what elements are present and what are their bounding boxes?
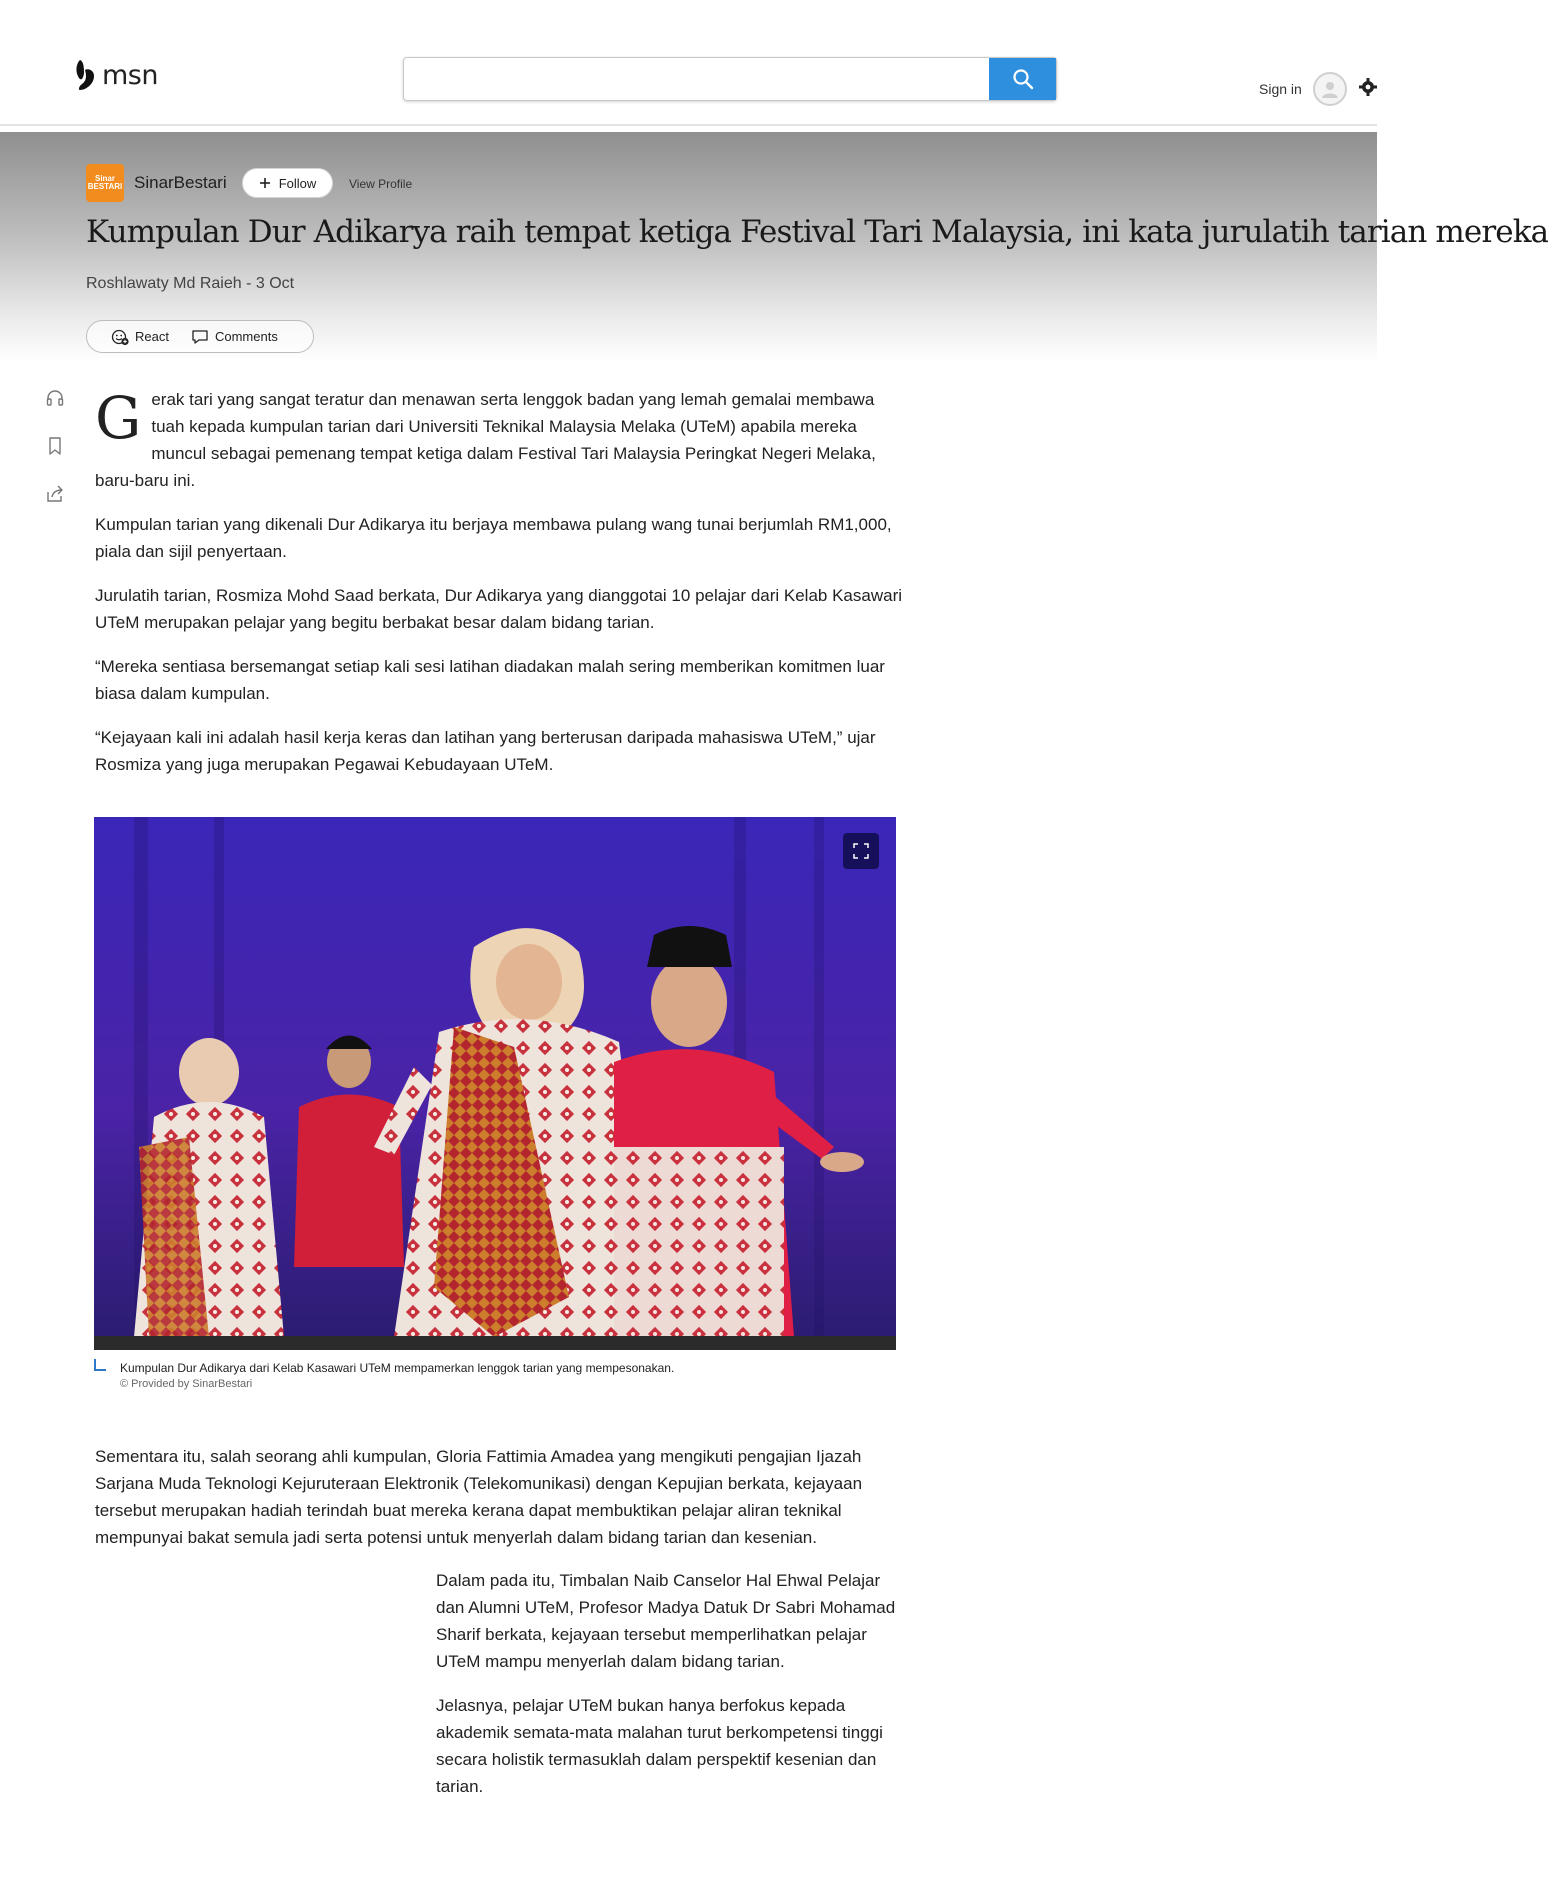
paragraph-text: erak tari yang sangat teratur dan menawan serta lenggok badan yang lemah gemalai membawa tuah kepada kumpulan tarian dari Universiti Teknikal Malaysia Melaka (UTeM) apabila mereka muncul sebagai pemenang tempat ketiga dalam Festival Tari Malaysia Peringkat Negeri Melaka, baru-baru ini. [95,390,876,490]
drop-cap: G [95,384,142,452]
follow-label: Follow [278,175,317,191]
react-label: React [135,329,169,344]
paragraph: “Kejayaan kali ini adalah hasil kerja keras dan latihan yang berterusan daripada mahasiswa UTeM,” ujar Rosmiza yang juga merupakan Pegawai Kebudayaan UTeM. [95,728,876,774]
headphones-icon[interactable] [45,388,65,408]
share-icon[interactable] [45,484,65,504]
avatar[interactable] [1313,72,1347,106]
paragraph: Kumpulan tarian yang dikenali Dur Adikarya itu berjaya membawa pulang wang tunai berjumlah RM1,000, piala dan sijil penyertaan. [95,515,892,561]
photo-footer-bar [94,1336,896,1350]
smiley-add-icon [111,328,129,346]
publisher-name[interactable]: SinarBestari [134,173,227,192]
image-credit: © Provided by SinarBestari [120,1378,253,1390]
paragraph: Jurulatih tarian, Rosmiza Mohd Saad berkata, Dur Adikarya yang dianggotai 10 pelajar dari Kelab Kasawari UTeM merupakan pelajar yang begitu berbakat besar dalam bidang tarian. [95,586,903,632]
paragraph: Sementara itu, salah seorang ahli kumpulan, Gloria Fattimia Amadea yang mengikuti pengajian Ijazah Sarjana Muda Teknologi Kejuruteraan Elektronik (Telekomunikasi) dengan Kepujian berkata, kejayaan tersebut merupakan hadiah terindah buat mereka kerana dapat membuktikan pelajar aliran teknikal mempunyai bakat semula jadi serta potensi untuk menyerlah dalam bidang tarian dan kesenian. [95,1447,863,1547]
gear-icon[interactable] [1358,76,1378,98]
search-icon [1012,68,1034,90]
paragraph: Jelasnya, pelajar UTeM bukan hanya berfokus kepada akademik semata-mata malahan turut berkompetensi tinggi secara holistik termasuklah dalam perspektif kesenian dan tarian. [436,1696,883,1796]
comments-button[interactable] [191,328,278,346]
caption-marker [94,1359,106,1371]
plus-icon [259,177,271,189]
reaction-bar [86,320,314,353]
view-profile-link[interactable]: View Profile [349,177,413,191]
search-input[interactable] [404,58,989,100]
user-icon [1320,79,1340,99]
search-box [403,57,1057,101]
image-caption: Kumpulan Dur Adikarya dari Kelab Kasawari UTeM mempamerkan lenggok tarian yang mempesonakan. [120,1361,675,1375]
butterfly-icon [74,58,100,92]
publisher-logo[interactable]: Sinar BESTARI [86,164,124,202]
top-nav [0,0,1377,126]
paragraph: “Mereka sentiasa bersemangat setiap kali sesi latihan diadakan malah sering memberikan komitmen luar biasa dalam kumpulan. [95,657,885,703]
article-body-continued [95,1443,905,1551]
sign-in-link[interactable]: Sign in [1259,81,1302,97]
msn-logo[interactable] [74,58,158,92]
search-button[interactable] [989,58,1056,100]
comment-icon [191,328,209,346]
article-title: Kumpulan Dur Adikarya raih tempat ketiga Festival Tari Malaysia, ini kata jurulatih tarian mereka [86,214,1548,250]
comments-label: Comments [214,329,278,344]
article-body-narrow [436,1567,906,1817]
bookmark-icon[interactable] [45,436,65,456]
article-byline: Roshlawaty Md Raieh - 3 Oct [86,275,295,292]
logo-text: msn [102,59,158,91]
dancers-photo [94,817,896,1350]
article-body [95,386,905,795]
react-button[interactable] [111,328,169,346]
paragraph: Dalam pada itu, Timbalan Naib Canselor Hal Ehwal Pelajar dan Alumni UTeM, Profesor Madya Datuk Dr Sabri Mohamad Sharif berkata, kejayaan tersebut memperlihatkan pelajar UTeM mampu menyerlah dalam bidang tarian. [436,1571,896,1671]
expand-icon [853,843,869,859]
article-action-rail [45,388,67,532]
expand-image-button[interactable] [843,833,879,869]
article-photo[interactable] [94,817,896,1350]
follow-button[interactable] [242,168,333,198]
article-lead-paragraph [95,386,905,494]
